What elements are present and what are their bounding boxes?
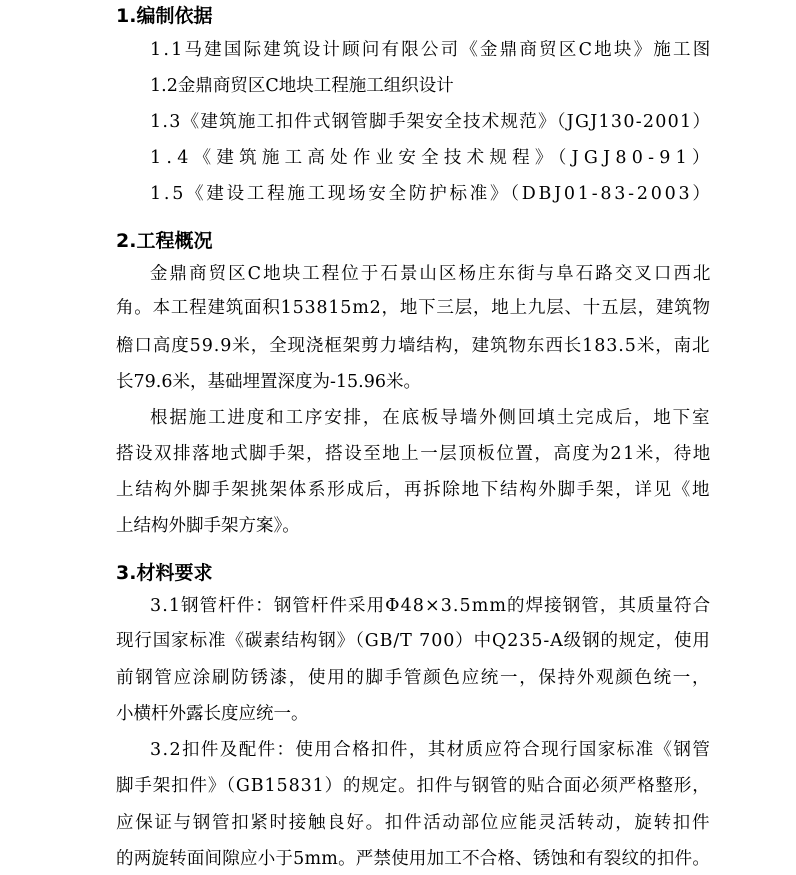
paragraph-line: 的两旋转面间隙应小于5mm。严禁使用加工不合格、锈蚀和有裂纹的扣件。 [116, 849, 711, 869]
paragraph-line: 根据施工进度和工序安排，在底板导墙外侧回填土完成后，地下室 [150, 408, 712, 428]
basis-item: 1.2金鼎商贸区C地块工程施工组织设计 [150, 76, 454, 96]
basis-item: 1.5《建设工程施工现场安全防护标准》（DBJ01-83-2003） [150, 184, 713, 204]
paragraph-line: 搭设双排落地式脚手架，搭设至地上一层顶板位置，高度为21米，待地 [116, 444, 712, 464]
basis-item: 1.4《建筑施工高处作业安全技术规程》（JGJ80-91） [150, 148, 715, 168]
paragraph-line: 檐口高度59.9米，全现浇框架剪力墙结构，建筑物东西长183.5米，南北 [116, 336, 711, 356]
paragraph-line: 小横杆外露长度应统一。 [116, 704, 309, 724]
paragraph-line: 上结构外脚手架挑架体系形成后，再拆除地下结构外脚手架，详见《地 [116, 480, 712, 500]
section-heading-basis: 1.编制依据 [116, 5, 213, 27]
paragraph-line: 上结构外脚手架方案》。 [116, 516, 300, 536]
paragraph-line: 金鼎商贸区C地块工程位于石景山区杨庄东街与阜石路交叉口西北 [150, 264, 713, 284]
basis-item: 1.1马建国际建筑设计顾问有限公司《金鼎商贸区C地块》施工图 [150, 40, 713, 60]
paragraph-line: 现行国家标准《碳素结构钢》（GB/T 700）中Q235-A级钢的规定，使用 [116, 631, 711, 651]
basis-item: 1.3《建筑施工扣件式钢管脚手架安全技术规范》（JGJ130-2001） [150, 112, 712, 132]
paragraph-line: 角。本工程建筑面积153815m2，地下三层，地上九层、十五层，建筑物 [116, 298, 711, 318]
paragraph-line: 脚手架扣件》（GB15831）的规定。扣件与钢管的贴合面必须严格整形， [116, 776, 711, 796]
paragraph-line: 长79.6米，基础埋置深度为-15.96米。 [116, 372, 421, 392]
paragraph-line: 3.1钢管杆件：钢管杆件采用Φ48×3.5mm的焊接钢管，其质量符合 [150, 596, 712, 616]
paragraph-line: 应保证与钢管扣紧时接触良好。扣件活动部位应能灵活转动，旋转扣件 [116, 813, 712, 833]
paragraph-line: 前钢管应涂刷防锈漆，使用的脚手管颜色应统一，保持外观颜色统一， [116, 668, 712, 688]
section-heading-materials: 3.材料要求 [116, 562, 213, 584]
paragraph-line: 3.2扣件及配件：使用合格扣件，其材质应符合现行国家标准《钢管 [150, 740, 712, 760]
section-heading-overview: 2.工程概况 [116, 230, 213, 252]
